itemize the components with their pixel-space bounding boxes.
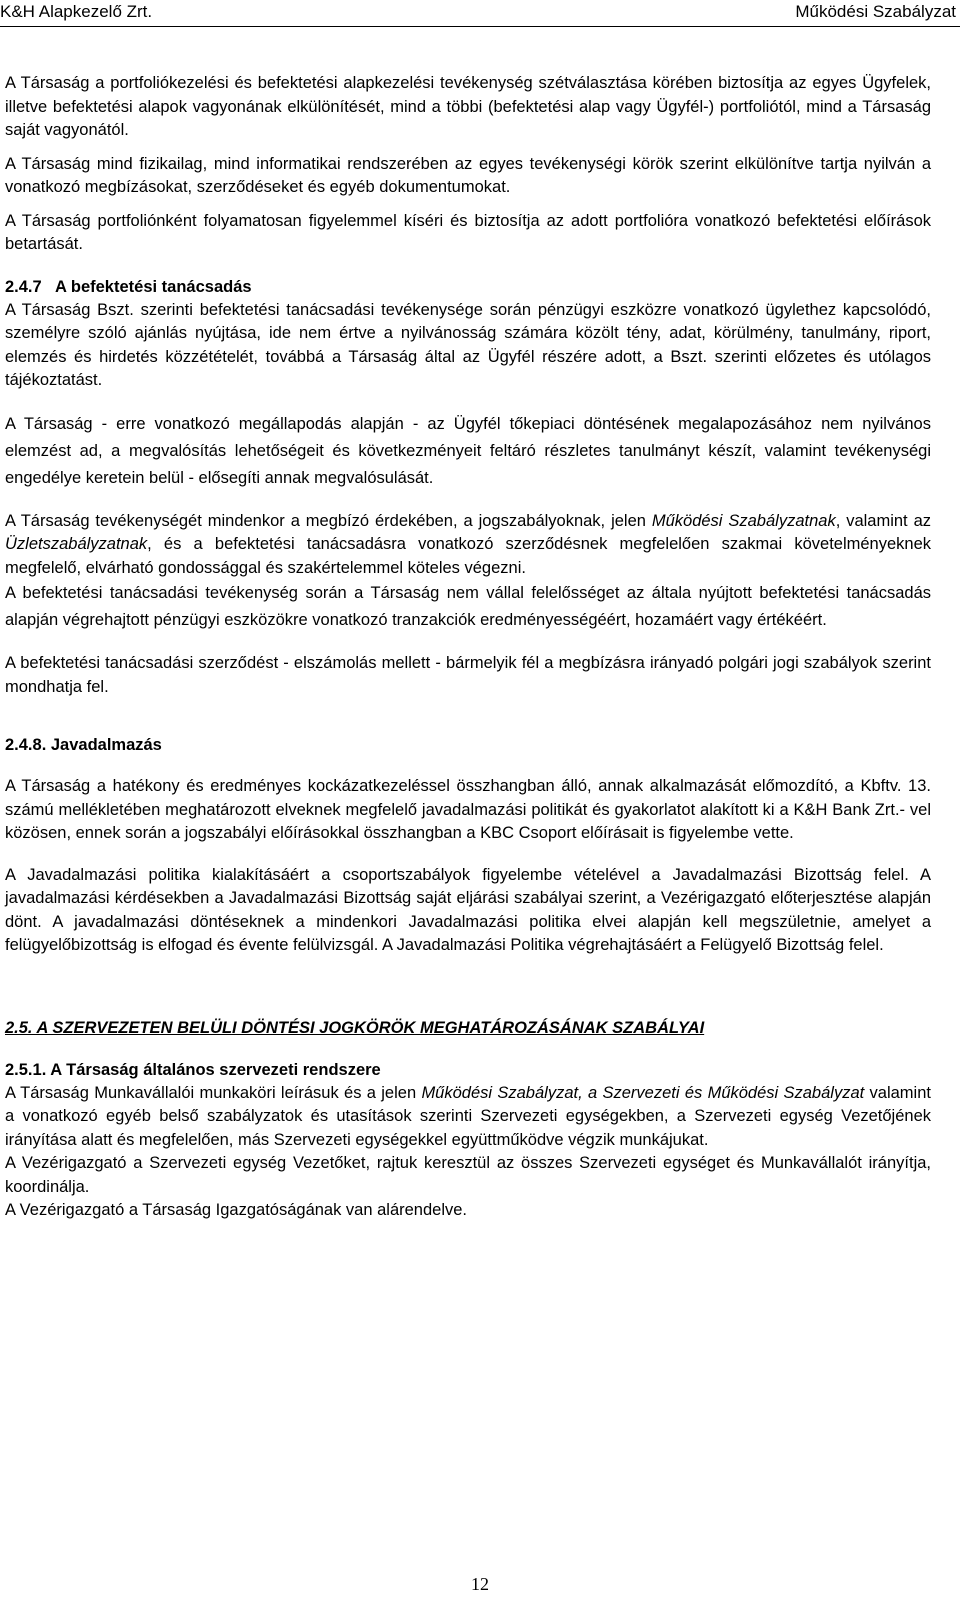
paragraph: A Társaság a hatékony és eredményes kockázatkezeléssel összhangban álló, annak alkalmazását előmozdító, a Kbftv. 13. számú mellékletében meghatározott elveknek megfelelő javadalmazási politikát és gyakorlatot alakított ki a K&H Bank Zrt.- vel közösen, ennek során a jogszabályi előírásokkal összhangban a KBC Csoport előírásait is figyelembe vette. [5, 777, 931, 842]
page-header [0, 0, 960, 27]
section-number: 2.4.7 [5, 277, 42, 296]
header-company: K&H Alapkezelő Zrt. [0, 2, 153, 21]
paragraph: A Társaság Bszt. szerinti befektetési tanácsadási tevékenysége során pénzügyi eszközre vonatkozó ügylethez kapcsolódó, személyre szóló ajánlás nyújtása, ide nem értve a nyilvánosság számára közölt tény, adat, körülmény, tanulmány, riport, elemzés és hirdetés közzétételét, továbbá a Társaság által az Ügyfél részére adott, a Bszt. szerinti előzetes és utólagos tájékoztatást. [5, 300, 931, 389]
paragraph: A Javadalmazási politika kialakításáért a csoportszabályok figyelembe vételével a Javadalmazási Bizottság felel. A javadalmazási kérdésekben a Javadalmazási Bizottság saját eljárási szabályai szerint, a Vezérigazgató előterjesztése alapján dönt. A javadalmazási döntéseknek a mindenkori Javadalmazási politika elvei alapján kell megszületnie, amelyet a felügyelőbizottság is elfogad és évente felülvizsgál. A Javadalmazási Politika végrehajtásáért a Felügyelő Bizottság felel. [5, 865, 931, 954]
page-number: 12 [471, 1574, 489, 1594]
paragraph: A Társaság portfoliónként folyamatosan figyelemmel kíséri és biztosítja az adott portfolióra vonatkozó befektetési előírások betartását. [5, 211, 931, 253]
paragraph: A Társaság a portfoliókezelési és befektetési alapkezelési tevékenység szétválasztása körében biztosítja az egyes Ügyfelek, illetve befektetési alapok vagyonának elkülönítését, mind a többi (befektetési alap vagy Ügyfél-) portfoliótól, mind a Társaság saját vagyonától. [5, 74, 931, 139]
paragraph: A Vezérigazgató a Társaság Igazgatóságának van alárendelve. [5, 1201, 468, 1219]
document-body [5, 72, 931, 1223]
paragraph: A Társaság Munkavállalói munkaköri leírásuk és a jelen Működési Szabályzat, a Szervezeti és Működési Szabályzat valamint a vonatkozó egyéb belső szabályzatok és utasítások szerinti Szervezeti egységekben, a Szervezeti egység Vezetőjének irányítása alatt és megfelelően, más Szervezeti egységekkel együttműködve végzik munkájukat. [5, 1083, 931, 1149]
paragraph: A Társaság tevékenységét mindenkor a megbízó érdekében, a jogszabályoknak, jelen Működési Szabályzatnak, valamint az Üzletszabályzatnak, és a befektetési tanácsadásra vonatkozó szerződésnek megfelelően szakmai követelményeknek megfelelő, elvárható gondossággal és szakértelemmel köteles végezni. [5, 511, 931, 577]
section-title: A befektetési tanácsadás [54, 277, 252, 296]
paragraph: A Vezérigazgató a Szervezeti egység Vezetőket, rajtuk keresztül az összes Szervezeti egységet és Munkavállalót irányítja, koordinálja. [5, 1154, 931, 1196]
section-heading-2-5-1: 2.5.1. A Társaság általános szervezeti rendszere [5, 1060, 381, 1079]
section-heading-2-4-8: 2.4.8. Javadalmazás [5, 736, 162, 754]
paragraph: A Társaság - erre vonatkozó megállapodás alapján - az Ügyfél tőkepiaci döntésének megalapozásához nem nyilvános elemzést ad, a megvalósítás lehetőségeit és következményeit feltáró részletes tanulmányt készít, valamint tevékenységi engedélye keretein belül - elősegíti annak megvalósulását. [5, 414, 931, 487]
section-heading-2-4-7 [5, 275, 931, 299]
header-doc-title: Működési Szabályzat [795, 2, 956, 21]
section-heading-2-5: 2.5. A SZERVEZETEN BELÜLI DÖNTÉSI JOGKÖRÖK MEGHATÁROZÁSÁNAK SZABÁLYAI [5, 1018, 705, 1037]
paragraph: A Társaság mind fizikailag, mind informatikai rendszerében az egyes tevékenységi körök szerint elkülönítve tartja nyilván a vonatkozó megbízásokat, szerződéseket és egyéb dokumentumokat. [5, 154, 931, 196]
paragraph: A befektetési tanácsadási szerződést - elszámolás mellett - bármelyik fél a megbízásra irányadó polgári jogi szabályok szerint mondhatja fel. [5, 654, 931, 696]
paragraph: A befektetési tanácsadási tevékenység során a Társaság nem vállal felelősséget az általa nyújtott befektetési tanácsadás alapján végrehajtott pénzügyi eszközökre vonatkozó tranzakciók eredményességéért, hozamáért vagy értékéért. [5, 584, 931, 629]
